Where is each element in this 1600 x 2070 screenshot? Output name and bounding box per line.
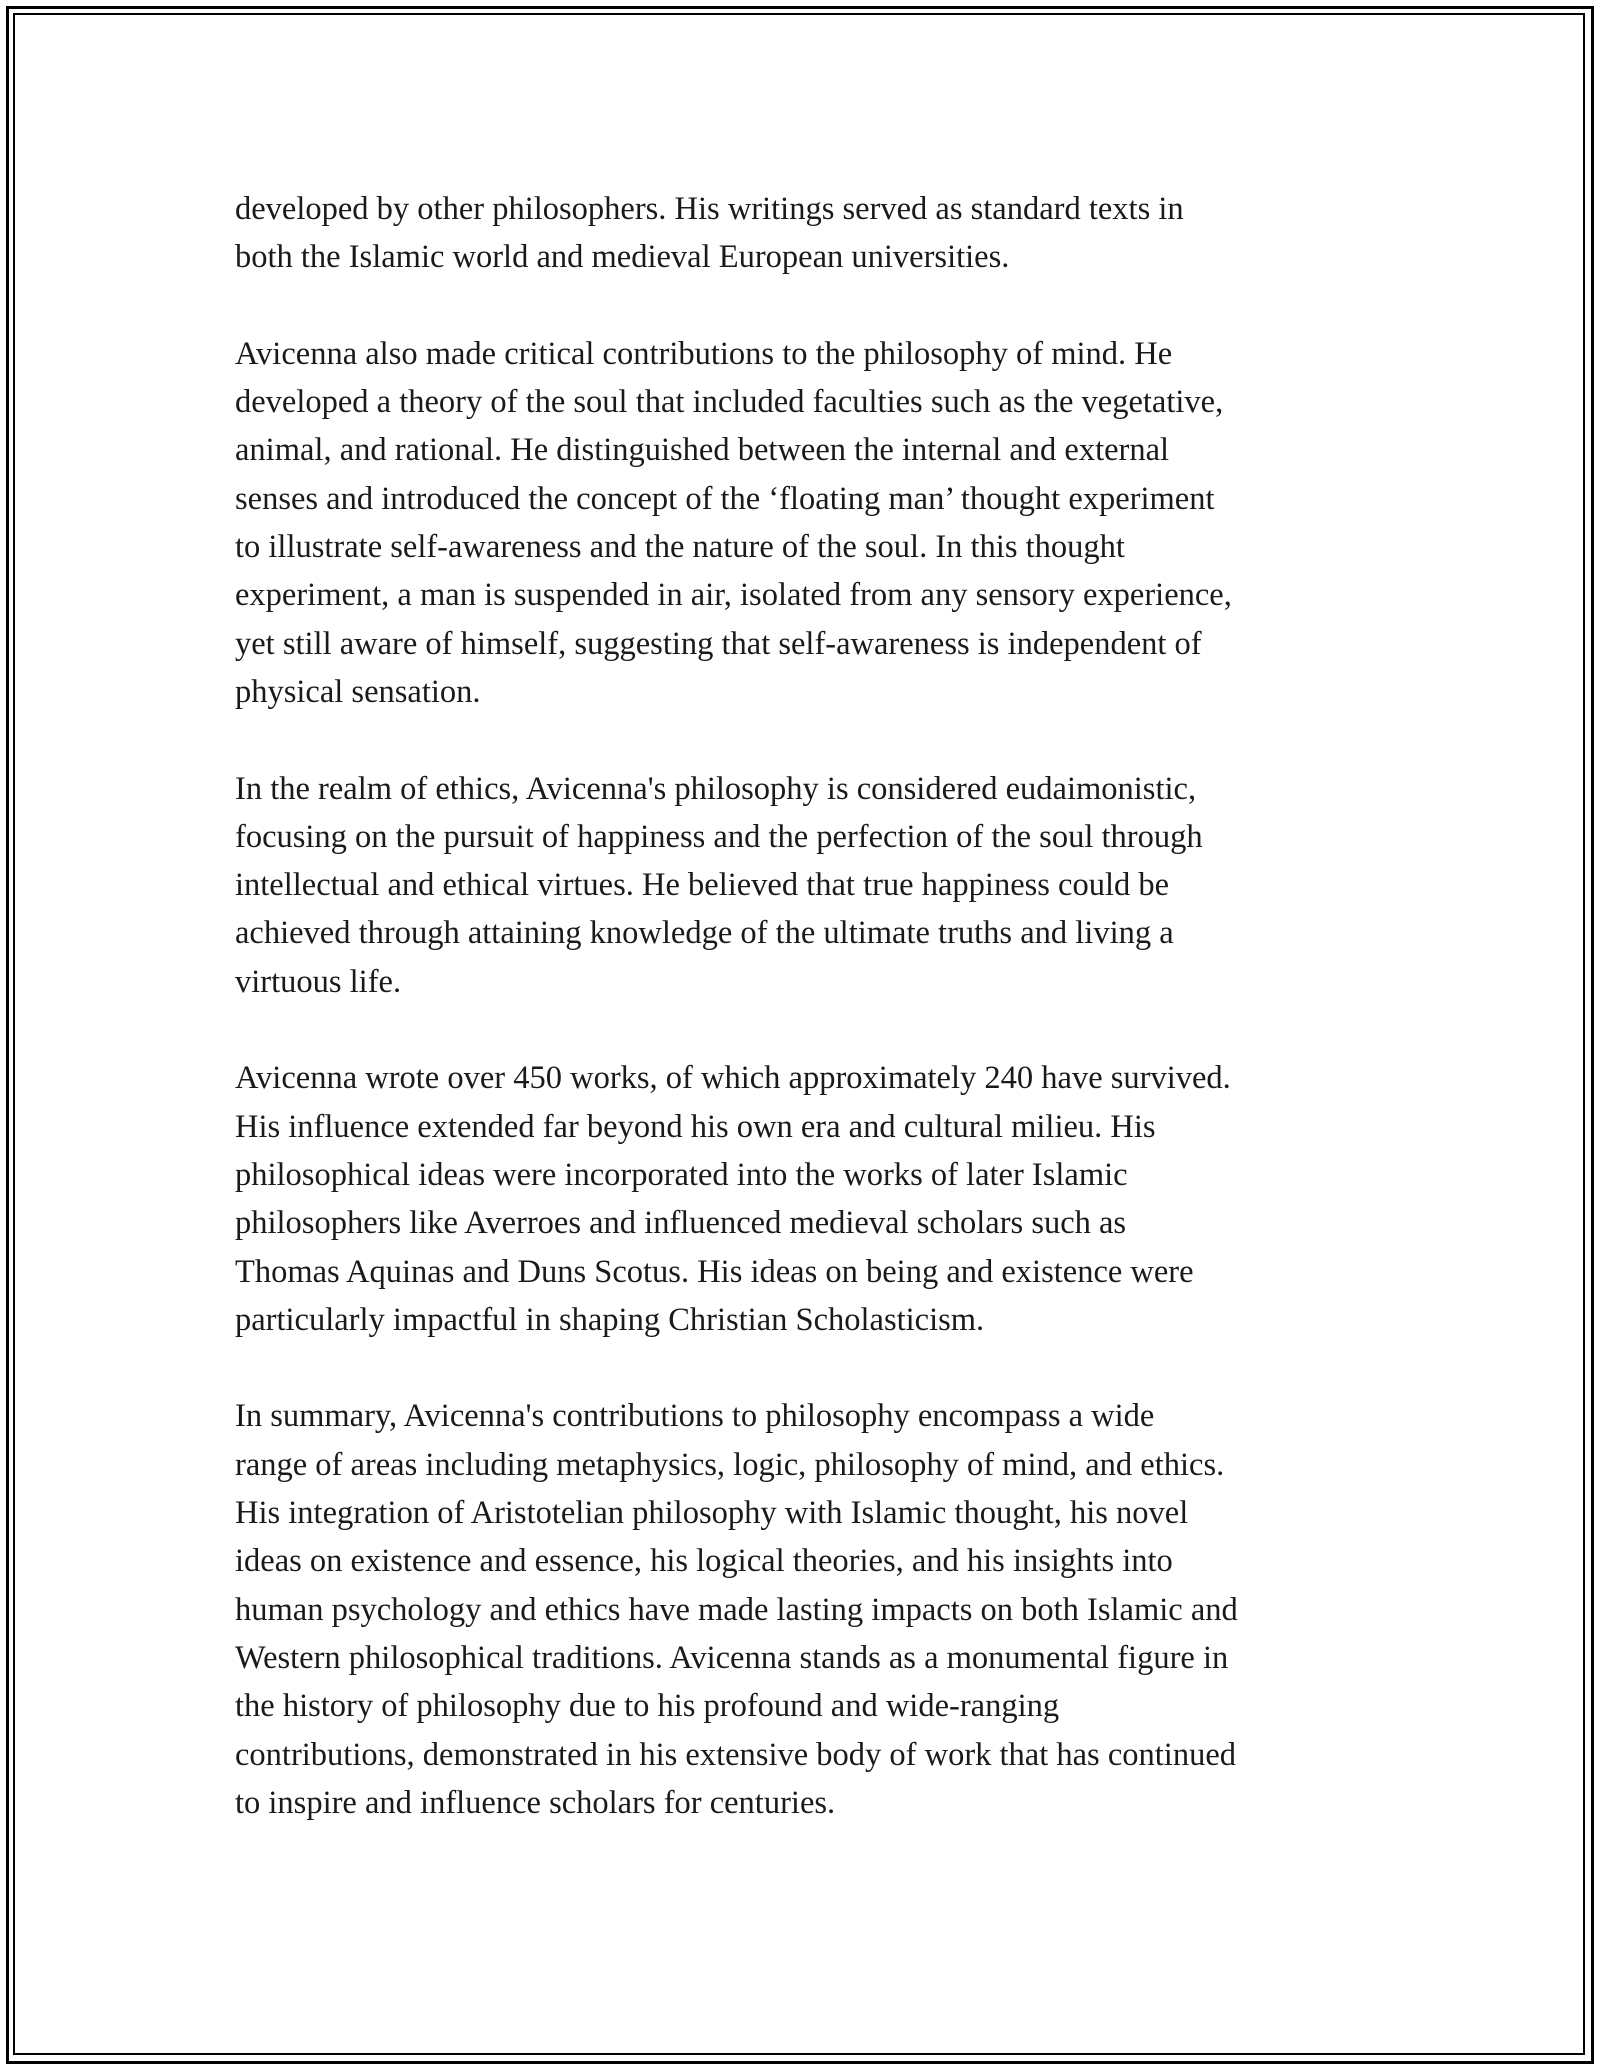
paragraph-2: Avicenna also made critical contributions to the philosophy of mind. He developed a theory of the soul that included faculties such as the vegetative, animal, and rational. He distinguished between the internal and external senses and introduced the concept of the ‘floating man’ thought experiment to illustrate self-awareness and the nature of the soul. In this thought experiment, a man is suspended in air, isolated from any sensory experience, yet still aware of himself, suggesting that self-awareness is independent of physical sensation. [235, 335, 1232, 710]
paragraph-5: In summary, Avicenna's contributions to philosophy encompass a wide range of areas including metaphysics, logic, philosophy of mind, and ethics. His integration of Aristotelian philosophy with Islamic thought, his novel ideas on existence and essence, his logical theories, and his insights into human psychology and ethics have made lasting impacts on both Islamic and Western philosophical traditions. Avicenna stands as a monumental figure in the history of philosophy due to his profound and wide-ranging contributions, demonstrated in his extensive body of work that has continued to inspire and influence scholars for centuries. [235, 1398, 1238, 1821]
paragraph-1: developed by other philosophers. His writings served as standard texts in both the Islamic world and medieval European universities. [235, 191, 1184, 276]
page-body [235, 185, 1385, 1875]
paragraph-4: Avicenna wrote over 450 works, of which approximately 240 have survived. His influence extended far beyond his own era and cultural milieu. His philosophical ideas were incorporated into the works of later Islamic philosophers like Averroes and influenced medieval scholars such as Thomas Aquinas and Duns Scotus. His ideas on being and existence were particularly impactful in shaping Christian Scholasticism. [235, 1060, 1231, 1338]
paragraph-3: In the realm of ethics, Avicenna's philosophy is considered eudaimonistic, focusing on the pursuit of happiness and the perfection of the soul through intellectual and ethical virtues. He believed that true happiness could be achieved through attaining knowledge of the ultimate truths and living a virtuous life. [235, 770, 1203, 1000]
